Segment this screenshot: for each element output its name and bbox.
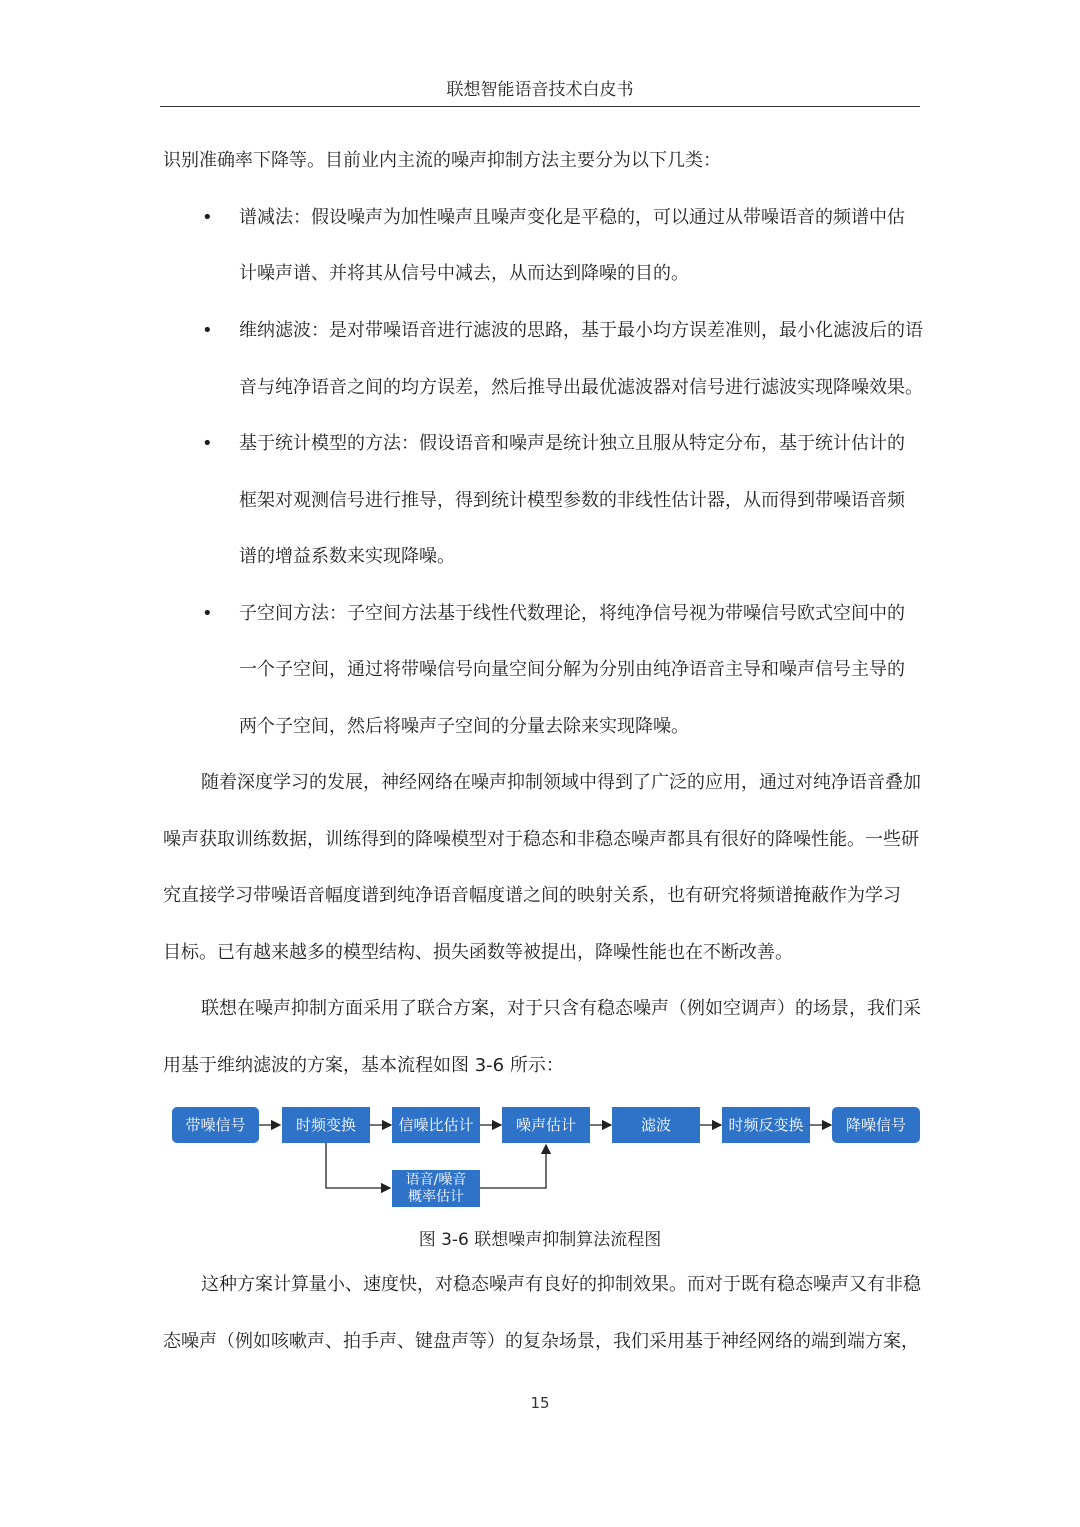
paragraph-line: 随着深度学习的发展，神经网络在噪声抑制领域中得到了广泛的应用，通过对纯净语音叠加 xyxy=(201,772,921,793)
bullet-marker: • xyxy=(202,433,213,454)
bullet-text-line: 两个子空间，然后将噪声子空间的分量去除来实现降噪。 xyxy=(239,716,689,737)
paragraph-line: 噪声获取训练数据，训练得到的降噪模型对于稳态和非稳态噪声都具有很好的降噪性能。一些研 xyxy=(163,829,919,850)
bullet-text-line: 谱的增益系数来实现降噪。 xyxy=(239,546,455,567)
flow-arrow-branch-in xyxy=(326,1143,390,1188)
figure-caption: 图 3-6 联想噪声抑制算法流程图 xyxy=(418,1230,662,1250)
bullet-text-line: 子空间方法：子空间方法基于线性代数理论，将纯净信号视为带噪信号欧式空间中的 xyxy=(239,603,905,624)
bullet-marker: • xyxy=(202,603,213,624)
paragraph-line: 用基于维纳滤波的方案，基本流程如图 3-6 所示： xyxy=(163,1055,564,1076)
flow-step-filtering: 滤波 xyxy=(612,1107,700,1143)
paragraph-line: 这种方案计算量小、速度快，对稳态噪声有良好的抑制效果。而对于既有稳态噪声又有非稳 xyxy=(201,1274,921,1295)
bullet-text-line: 谱减法：假设噪声为加性噪声且噪声变化是平稳的，可以通过从带噪语音的频谱中估 xyxy=(239,207,905,228)
paragraph-line: 态噪声（例如咳嗽声、拍手声、键盘声等）的复杂场景，我们采用基于神经网络的端到端方案， xyxy=(163,1331,919,1352)
bullet-text-line: 一个子空间，通过将带噪信号向量空间分解为分别由纯净语音主导和噪声信号主导的 xyxy=(239,659,905,680)
flow-step-snr-estimation: 信噪比估计 xyxy=(392,1107,480,1143)
paragraph-line: 目标。已有越来越多的模型结构、损失函数等被提出，降噪性能也在不断改善。 xyxy=(163,942,793,963)
page-number: 15 xyxy=(530,1394,550,1412)
flow-arrow-branch-out xyxy=(480,1145,546,1188)
header-title: 联想智能语音技术白皮书 xyxy=(446,80,634,100)
flow-sub-line: 语音/噪音 xyxy=(405,1171,467,1188)
bullet-text-line: 计噪声谱、并将其从信号中减去，从而达到降噪的目的。 xyxy=(239,263,689,284)
flow-step-inverse-tf: 时频反变换 xyxy=(722,1107,810,1143)
flow-step-noise-estimation: 噪声估计 xyxy=(502,1107,590,1143)
flow-sub-line: 概率估计 xyxy=(408,1188,464,1205)
intro-text: 识别准确率下降等。目前业内主流的噪声抑制方法主要分为以下几类： xyxy=(163,150,721,171)
bullet-text-line: 维纳滤波：是对带噪语音进行滤波的思路，基于最小均方误差准则，最小化滤波后的语 xyxy=(239,320,923,341)
flow-step-denoised-signal: 降噪信号 xyxy=(832,1107,920,1143)
paragraph-line: 联想在噪声抑制方面采用了联合方案，对于只含有稳态噪声（例如空调声）的场景，我们采 xyxy=(201,998,921,1019)
flow-step-speech-noise-probability xyxy=(392,1170,480,1207)
bullet-text-line: 音与纯净语音之间的均方误差，然后推导出最优滤波器对信号进行滤波实现降噪效果。 xyxy=(239,377,923,398)
flow-step-tf-transform: 时频变换 xyxy=(282,1107,370,1143)
bullet-marker: • xyxy=(202,320,213,341)
paragraph-line: 究直接学习带噪语音幅度谱到纯净语音幅度谱之间的映射关系，也有研究将频谱掩蔽作为学习 xyxy=(163,885,901,906)
bullet-text-line: 基于统计模型的方法：假设语音和噪声是统计独立且服从特定分布，基于统计估计的 xyxy=(239,433,905,454)
flow-step-noisy-signal: 带噪信号 xyxy=(172,1107,259,1143)
bullet-marker: • xyxy=(202,207,213,228)
bullet-text-line: 框架对观测信号进行推导，得到统计模型参数的非线性估计器，从而得到带噪语音频 xyxy=(239,490,905,511)
